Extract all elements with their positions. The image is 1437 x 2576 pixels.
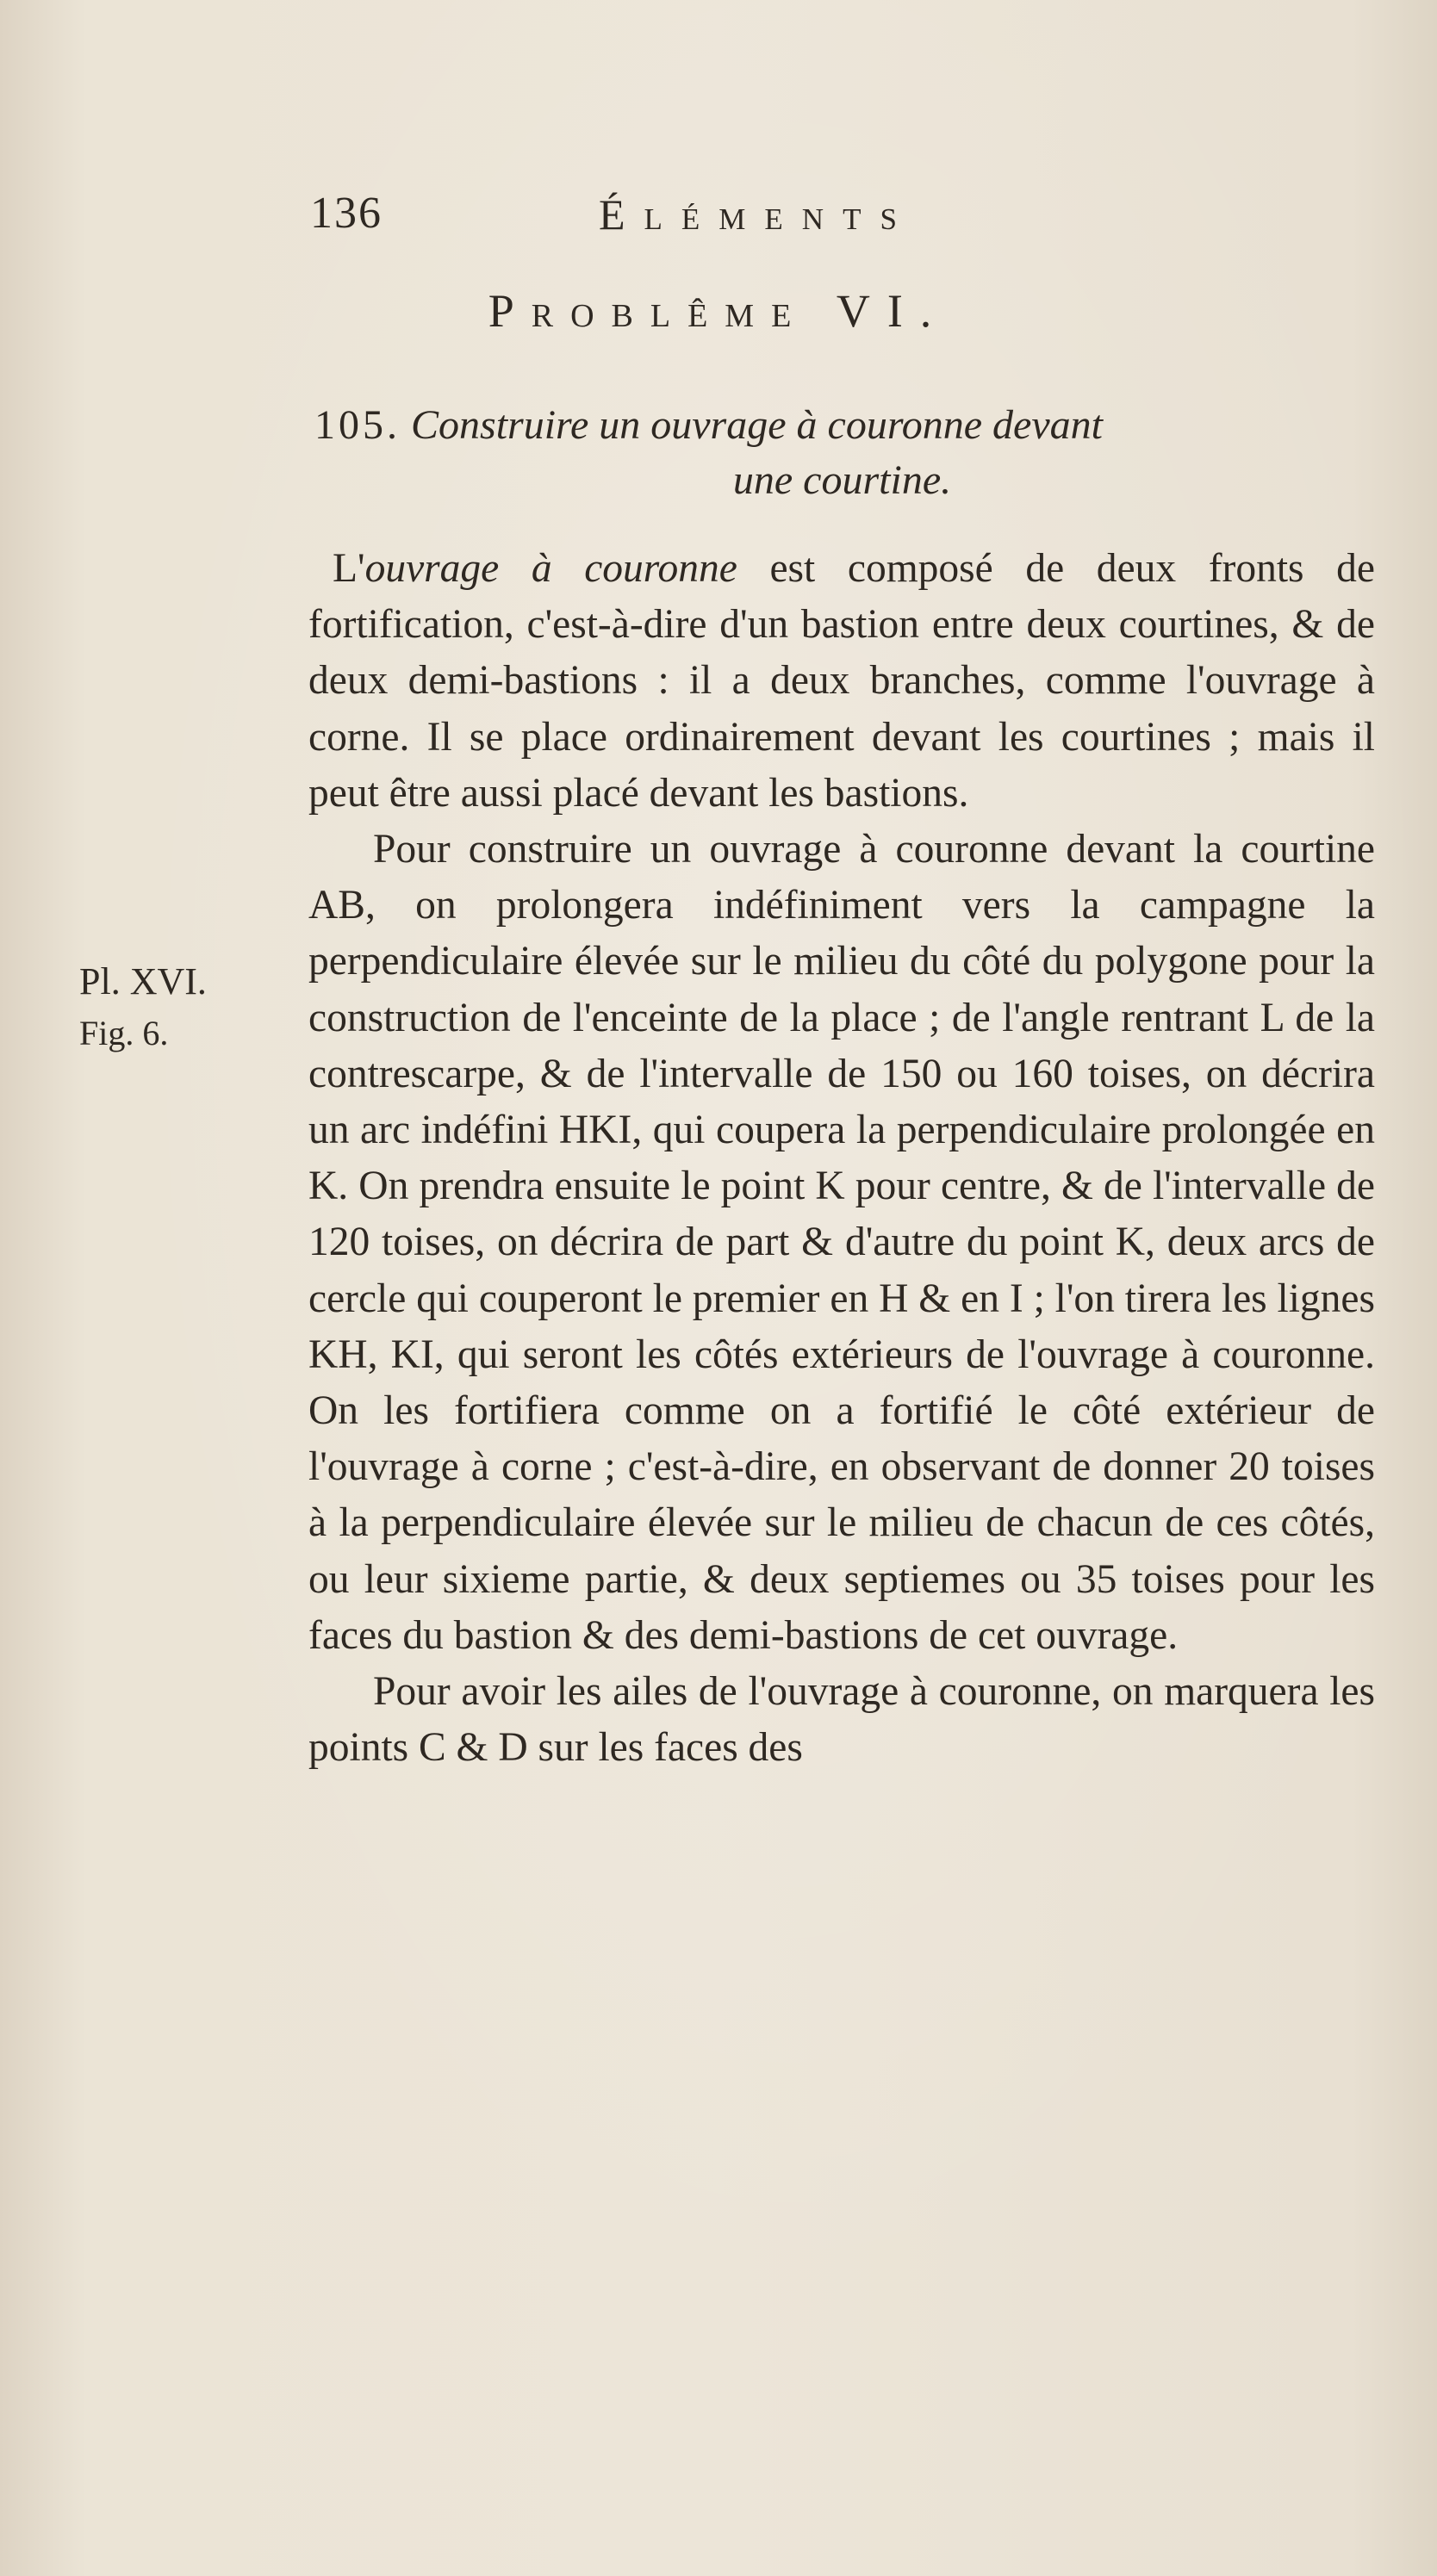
- proposition-statement-line1: Construire un ouvrage à couronne devant: [411, 402, 1103, 448]
- paragraph-definition: [308, 541, 1375, 822]
- running-title: Éléments: [599, 190, 916, 239]
- paragraph-definition-text: est composé de deux fronts de fortification, c'est-à-dire d'un bastion entre deux courtines, & de deux demi-bastions : il a deux branches, comme l'ouvrage à corne. Il se place ordinairement devant les courtines ; mais il peut être aussi placé devant les bastions.: [308, 546, 1375, 816]
- paragraph-definition-term: ouvrage à couronne: [364, 546, 737, 591]
- page-number: 136: [310, 189, 383, 238]
- paragraph-wings: Pour avoir les ailes de l'ouvrage à couronne, on marquera les points C & D sur les faces des: [308, 1669, 1375, 1771]
- body-text: [308, 541, 1375, 1776]
- margin-figure-reference: Fig. 6.: [79, 1014, 169, 1052]
- proposition-number: 105.: [314, 402, 401, 448]
- margin-plate-reference: Pl. XVI.: [79, 960, 207, 1002]
- proposition-statement-line2: une courtine.: [732, 457, 952, 503]
- paragraph-definition-lead: L': [333, 546, 365, 591]
- page-header: [310, 188, 1086, 239]
- paragraph-construction: Pour construire un ouvrage à couronne devant la courtine AB, on prolongera indéfiniment vers la campagne la perpendiculaire élevée sur le milieu du côté du polygone pour la construction de l'enceinte de la place ; de l'angle rentrant L de la contrescarpe, & de l'intervalle de 150 ou 160 toises, on décrira un arc indéfini HKI, qui coupera la perpendiculaire prolongée en K. On prendra ensuite le point K pour centre, & de l'intervalle de 120 toises, on décrira de part & d'autre du point K, deux arcs de cercle qui couperont le premier en H & en I ; l'on tirera les lignes KH, KI, qui seront les côtés extérieurs de l'ouvrage à couronne. On les fortifiera comme on a fortifié le côté extérieur de l'ouvrage à corne ; c'est-à-dire, en observant de donner 20 toises à la perpendiculaire élevée sur le milieu de chacun de ces côtés, ou leur sixieme partie, & deux septiemes ou 35 toises pour les faces du bastion & des demi-bastions de cet ouvrage.: [308, 827, 1375, 1658]
- problem-title: Problême VI.: [488, 285, 949, 337]
- proposition-heading: [314, 398, 1387, 508]
